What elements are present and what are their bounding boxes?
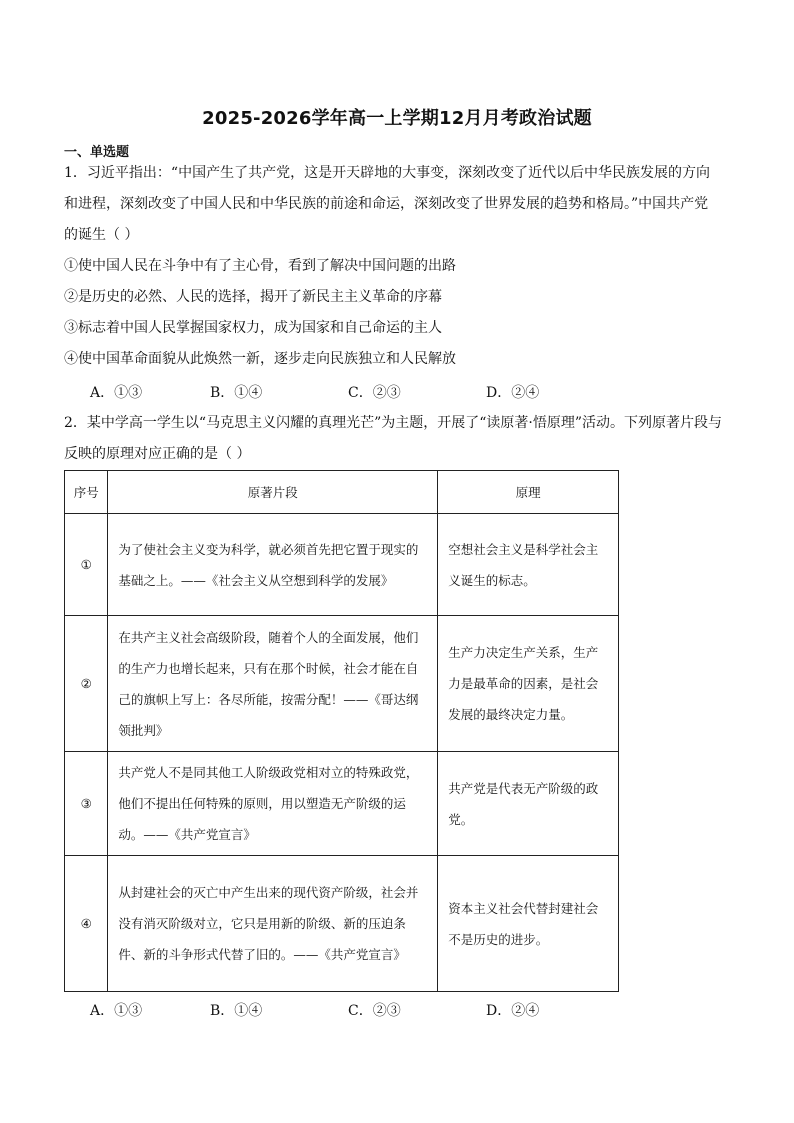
question-1-options: [90, 382, 590, 406]
question-2-line: 2．某中学高一学生以“马克思主义闪耀的真理光芒”为主题，开展了“读原著·悟原理”活动。下列原著片段与: [64, 415, 722, 431]
question-2-line: 反映的原理对应正确的是（ ）: [64, 446, 251, 462]
question-1-line: 和进程，深刻改变了中国人民和中华民族的前途和命运，深刻改变了世界发展的趋势和格局。”中国共产党: [64, 196, 709, 212]
question-2: [64, 408, 730, 470]
row-excerpt: 为了使社会主义变为科学，就必须首先把它置于现实的基础之上。——《社会主义从空想到科学的发展》: [108, 514, 438, 616]
row-excerpt: 从封建社会的灭亡中产生出来的现代资产阶级，社会并没有消灭阶级对立，它只是用新的阶级、新的压迫条件、新的斗争形式代替了旧的。——《共产党宣言》: [108, 856, 438, 992]
excerpt-table: [64, 470, 619, 992]
question-2-option-d[interactable]: D．②④: [486, 1003, 540, 1019]
table-row: [65, 514, 619, 616]
question-1-statement-1: ①使中国人民在斗争中有了主心骨，看到了解决中国问题的出路: [64, 258, 456, 274]
row-number: ④: [65, 856, 108, 992]
table-row: [65, 856, 619, 992]
row-number: ③: [65, 752, 108, 856]
row-principle: 资本主义社会代替封建社会不是历史的进步。: [438, 856, 619, 992]
row-principle: 空想社会主义是科学社会主义诞生的标志。: [438, 514, 619, 616]
table-header-row: [65, 471, 619, 514]
question-1-line: 的诞生（ ）: [64, 227, 139, 243]
question-2-option-a[interactable]: A．①③: [90, 1003, 143, 1019]
section-heading: 一、单选题: [64, 145, 130, 160]
question-1-statement-2: ②是历史的必然、人民的选择，揭开了新民主主义革命的序幕: [64, 289, 442, 305]
table-header-no: 序号: [65, 471, 108, 514]
question-1-line: 1．习近平指出：“中国产生了共产党，这是开天辟地的大事变，深刻改变了近代以后中华民族发展的方向: [64, 165, 711, 181]
row-number: ①: [65, 514, 108, 616]
page-title: 2025-2026学年高一上学期12月月考政治试题: [202, 108, 592, 129]
table-header-principle: 原理: [438, 471, 619, 514]
question-1: [64, 158, 730, 375]
question-1-option-a[interactable]: A．①③: [90, 385, 143, 401]
table-header-excerpt: 原著片段: [108, 471, 438, 514]
table-row: [65, 616, 619, 752]
row-excerpt: 在共产主义社会高级阶段，随着个人的全面发展，他们的生产力也增长起来，只有在那个时候，社会才能在自己的旗帜上写上：各尽所能，按需分配！——《哥达纲领批判》: [108, 616, 438, 752]
row-principle: 生产力决定生产关系，生产力是最革命的因素，是社会发展的最终决定力量。: [438, 616, 619, 752]
table-row: [65, 752, 619, 856]
question-1-option-d[interactable]: D．②④: [486, 385, 540, 401]
row-number: ②: [65, 616, 108, 752]
question-1-option-c[interactable]: C．②③: [348, 385, 401, 401]
question-1-option-b[interactable]: B．①④: [210, 385, 263, 401]
question-1-statement-4: ④使中国革命面貌从此焕然一新，逐步走向民族独立和人民解放: [64, 351, 456, 367]
row-excerpt: 共产党人不是同其他工人阶级政党相对立的特殊政党，他们不提出任何特殊的原则，用以塑造无产阶级的运动。——《共产党宣言》: [108, 752, 438, 856]
question-1-statement-3: ③标志着中国人民掌握国家权力，成为国家和自己命运的主人: [64, 320, 442, 336]
question-2-options: [90, 1000, 590, 1024]
question-2-option-b[interactable]: B．①④: [210, 1003, 263, 1019]
row-principle: 共产党是代表无产阶级的政党。: [438, 752, 619, 856]
question-2-option-c[interactable]: C．②③: [348, 1003, 401, 1019]
